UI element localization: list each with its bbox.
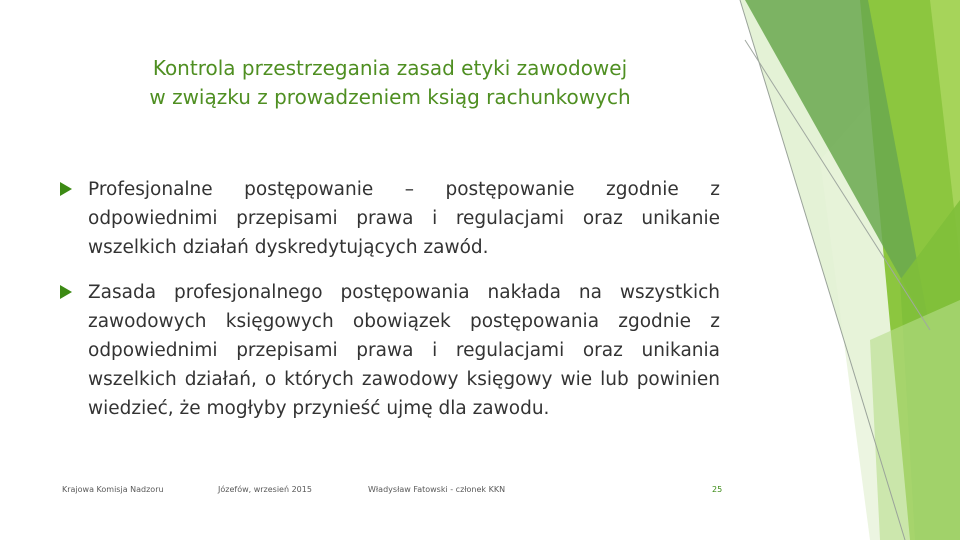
footer-date: Józefów, wrzesień 2015 (218, 485, 312, 494)
bullet-text: Profesjonalne postępowanie – postępowanie zgodnie z odpowiednimi przepisami prawa i regulacjami oraz unikanie wszelkich działań dyskredytujących zawód. (88, 179, 720, 258)
bullet-list (60, 175, 720, 439)
triangle-bullet-icon (60, 285, 72, 299)
title-line-2: w związku z prowadzeniem ksiąg rachunkowych (149, 85, 631, 109)
slide-title (100, 54, 680, 112)
footer-author: Władysław Fatowski - członek KKN (368, 485, 506, 494)
bullet-item (60, 175, 720, 262)
footer-organization: Krajowa Komisja Nadzoru (62, 485, 164, 494)
title-line-1: Kontrola przestrzegania zasad etyki zawodowej (152, 56, 628, 80)
deco-lower-light (870, 300, 960, 540)
page-number: 25 (712, 485, 723, 494)
bullet-text: Zasada profesjonalnego postępowania nakłada na wszystkich zawodowych księgowych obowiązek postępowania zgodnie z odpowiednimi przepisami prawa i regulacjami oraz unikania wszelkich działań, o których zawodowy księgowy wie lub powinien wiedzieć, że mogłyby przynieść ujmę dla zawodu. (88, 282, 720, 419)
bullet-item (60, 278, 720, 423)
triangle-bullet-icon (60, 182, 72, 196)
